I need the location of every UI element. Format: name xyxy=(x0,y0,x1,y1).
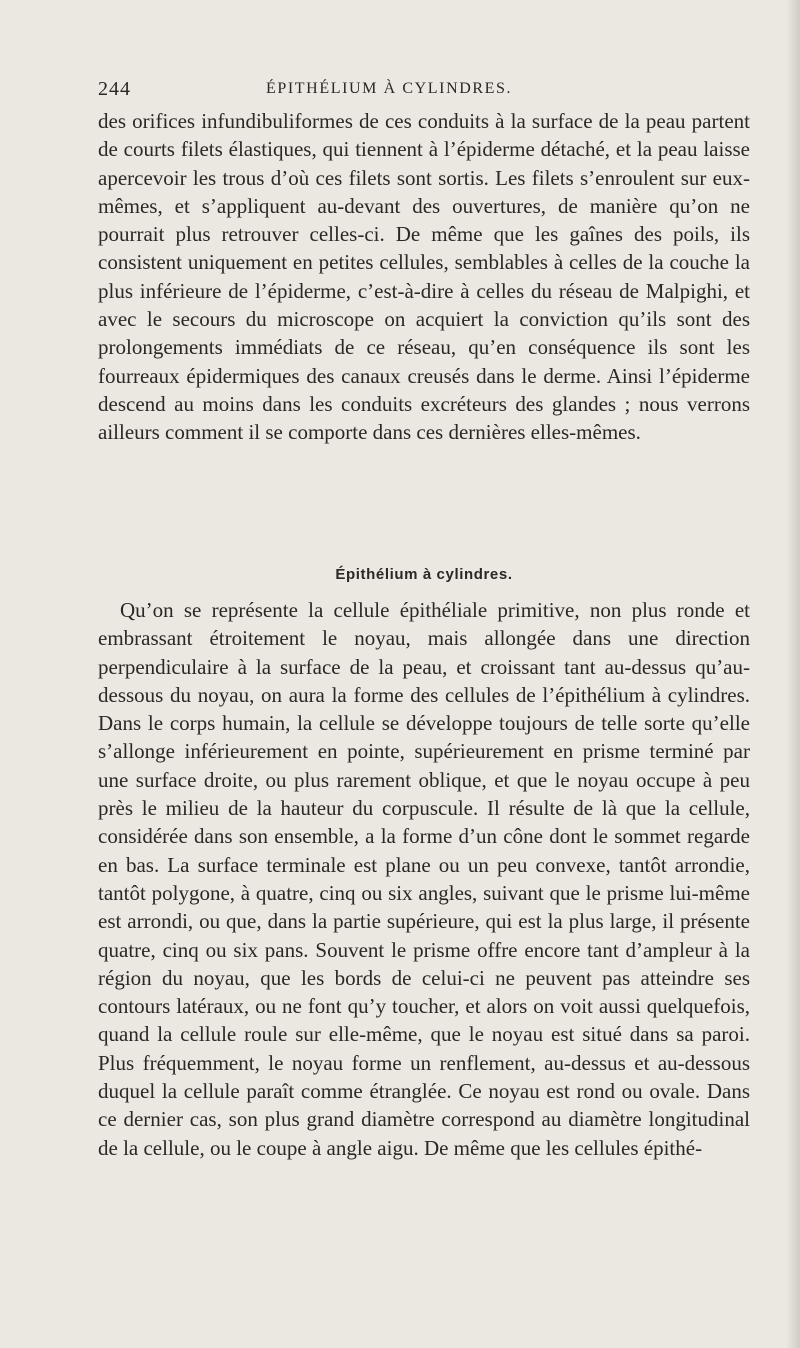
page-number: 244 xyxy=(98,78,131,100)
paragraph-text: Qu’on se représente la cellule épithéliale primitive, non plus ronde et embrassant étroitement le noyau, mais allongée dans une direction perpendiculaire à la surface de la peau, et croissant tant au-dessus qu’au-dessous du noyau, on aura la forme des cellules de l’épithélium à cylindres. Dans le corps humain, la cellule se développe toujours de telle sorte qu’elle s’allonge inférieurement en pointe, supérieurement en prisme terminé par une surface droite, ou plus rarement oblique, et que le noyau occupe à peu près le milieu de la hauteur du corpuscule. Il résulte de là que la cellule, considérée dans son ensemble, a la forme d’un cône dont le sommet regarde en bas. La surface terminale est plane ou un peu convexe, tantôt arrondie, tantôt polygone, à quatre, cinq ou six angles, suivant que le prisme lui-même est arrondi, ou que, dans la partie supérieure, qui est la plus large, il présente quatre, cinq ou six pans. Souvent le prisme offre encore tant d’ampleur à la région du noyau, que les bords de celui-ci ne peuvent pas atteindre ses contours latéraux, ou ne font qu’y toucher, et alors on voit aussi quelquefois, quand la cellule roule sur elle-même, que le noyau est situé dans sa paroi. Plus fréquemment, le noyau forme un renflement, au-dessus et au-dessous duquel la cellule paraît comme étranglée. Ce noyau est rond ou ovale. Dans ce dernier cas, son plus grand diamètre correspond au diamètre longitudinal de la cellule, ou le coupe à angle aigu. De même que les cellules épithé- xyxy=(98,598,750,1160)
running-title: ÉPITHÉLIUM À CYLINDRES. xyxy=(266,80,513,97)
paragraph-epithelium xyxy=(98,596,750,1162)
page-edge-shadow xyxy=(786,0,800,1348)
paragraph-continued xyxy=(98,107,750,447)
page-header xyxy=(98,78,738,104)
paragraph-text: des orifices infundibuliformes de ces conduits à la surface de la peau partent de courts filets élastiques, qui tiennent à l’épiderme détaché, et la peau laisse apercevoir les trous d’où ces filets sont sortis. Les filets s’enroulent sur eux-mêmes, et s’appliquent au-devant des ouvertures, de manière qu’on ne pourrait plus retrouver celles-ci. De même que les gaînes des poils, ils consistent uniquement en petites cellules, semblables à celles de la couche la plus inférieure de l’épiderme, c’est-à-dire à celles du réseau de Malpighi, et avec le secours du microscope on acquiert la conviction qu’ils sont des prolongements immédiats de ce réseau, qu’en conséquence ils sont les fourreaux épidermiques des canaux creusés dans le derme. Ainsi l’épiderme descend au moins dans les conduits excréteurs des glandes ; nous verrons ailleurs comment il se comporte dans ces dernières elles-mêmes. xyxy=(98,109,750,445)
section-heading: Épithélium à cylindres. xyxy=(335,566,513,583)
